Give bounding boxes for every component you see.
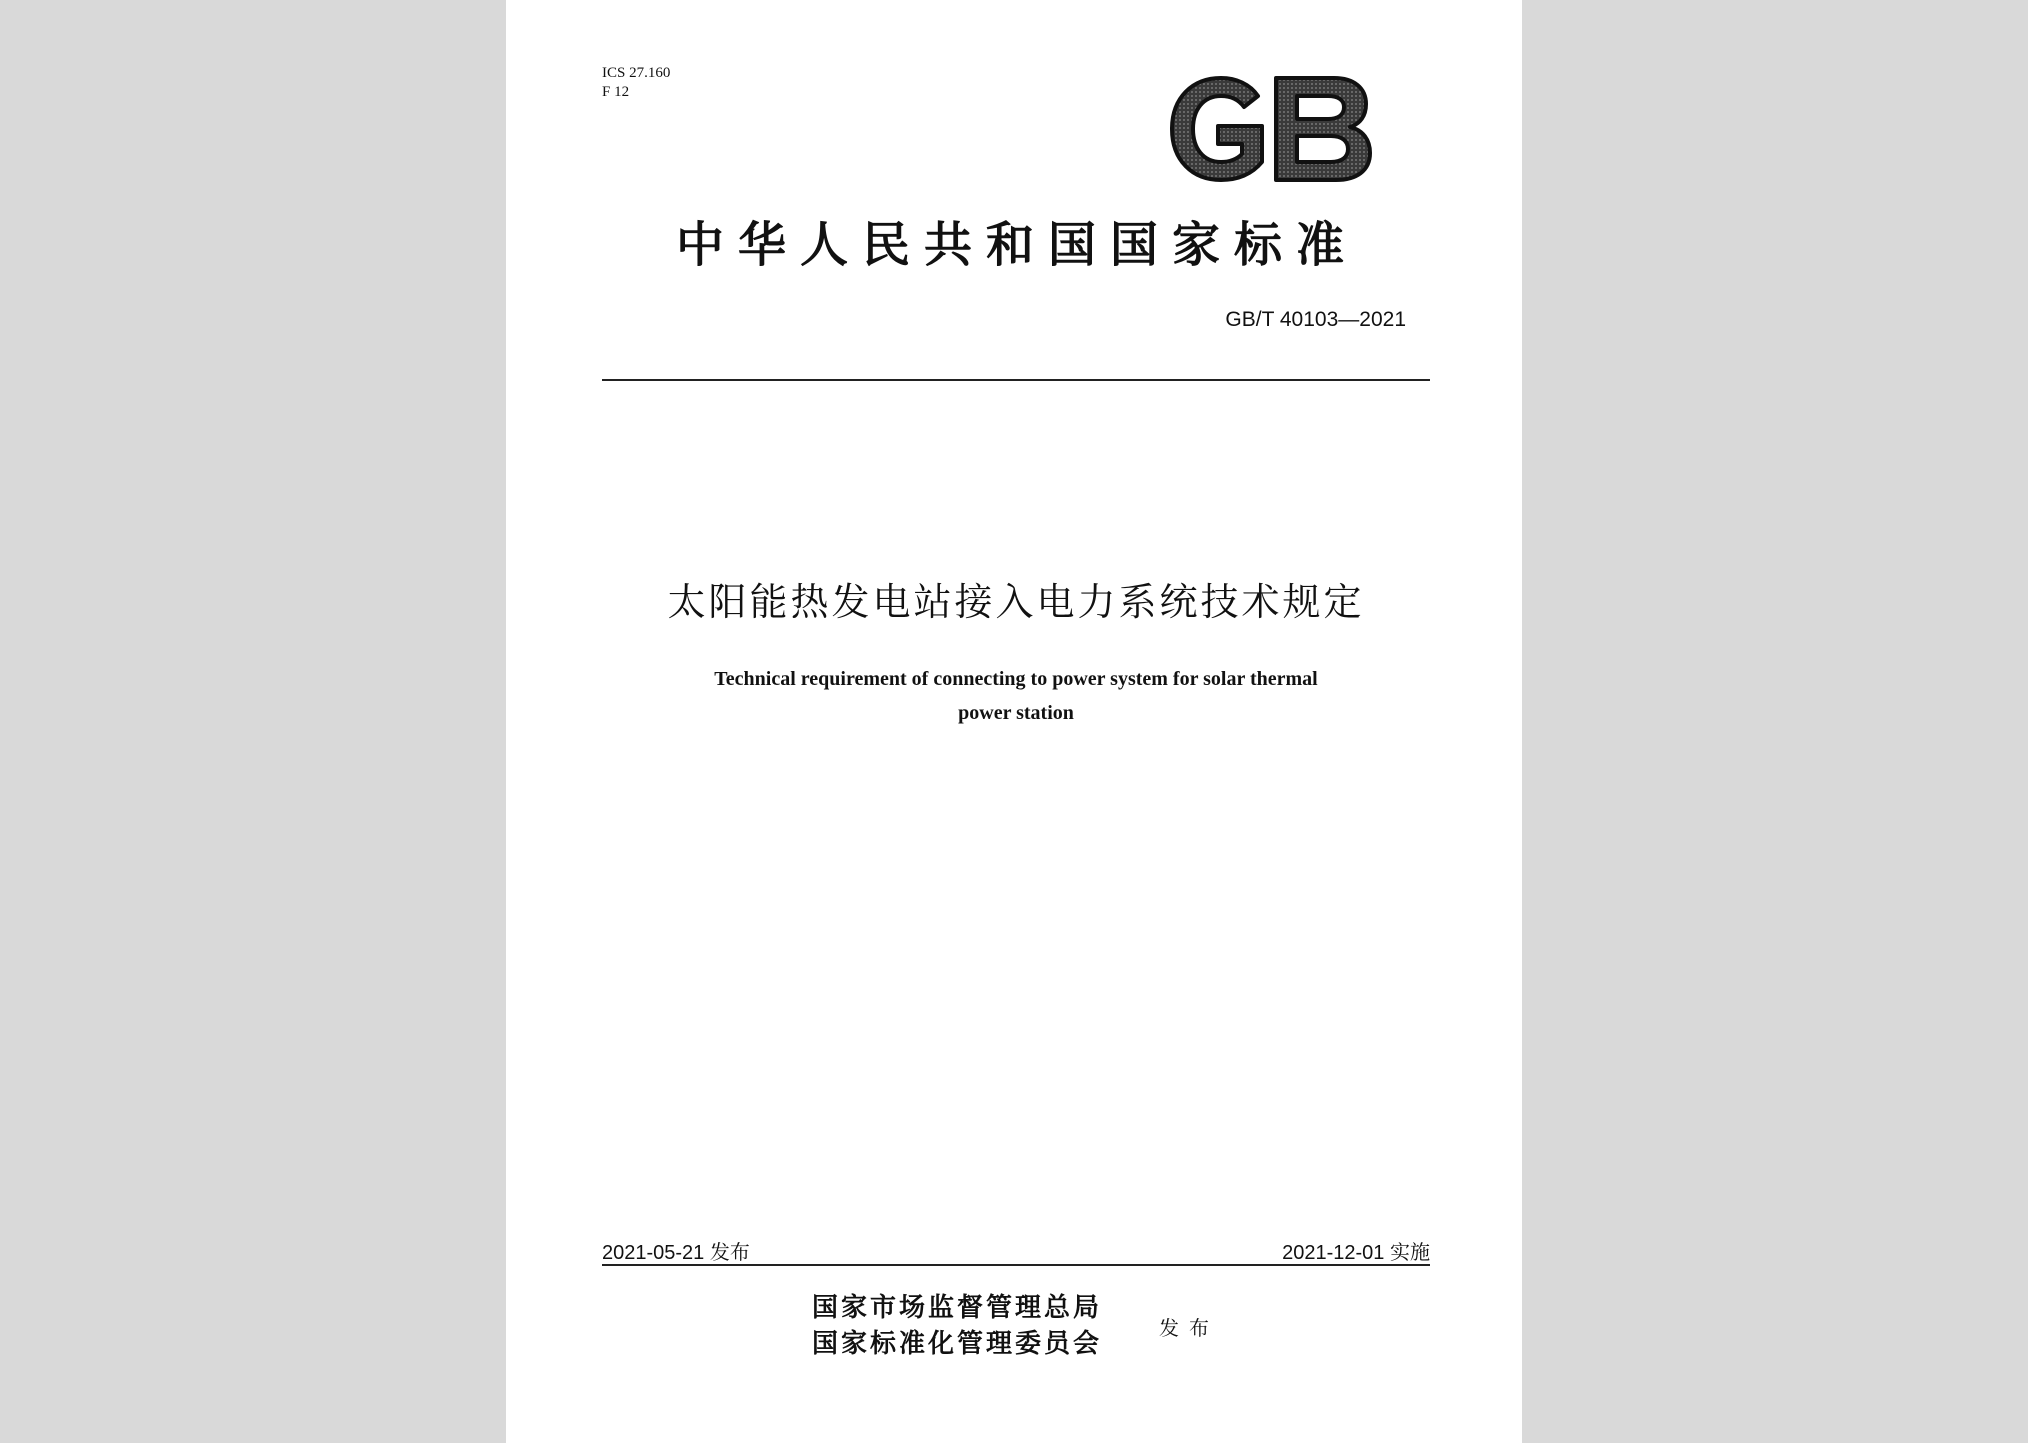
standard-number: GB/T 40103—2021 — [1225, 308, 1406, 331]
issuing-authorities — [812, 1290, 1102, 1362]
ics-code: ICS 27.160 — [602, 65, 671, 81]
footer-divider — [602, 1264, 1430, 1266]
gb-logo — [1166, 74, 1372, 184]
header-divider — [602, 379, 1430, 381]
issue-date: 2021-05-21 发布 — [602, 1242, 750, 1264]
document-title-cn: 太阳能热发电站接入电力系统技术规定 — [667, 580, 1365, 624]
issuer-samr: 国家市场监督管理总局 — [812, 1293, 1103, 1323]
national-standard-heading: 中华人民共和国国家标准 — [675, 217, 1358, 273]
implementation-date: 2021-12-01 实施 — [1282, 1242, 1430, 1264]
classification-codes — [602, 64, 670, 102]
issue-label: 发布 — [1159, 1316, 1219, 1340]
title-en-line2: power station — [958, 702, 1074, 724]
ccs-code: F 12 — [602, 84, 630, 100]
issuer-sac: 国家标准化管理委员会 — [812, 1329, 1103, 1359]
document-title-en — [602, 662, 1430, 730]
document-page — [506, 0, 1522, 1443]
title-en-line1: Technical requirement of connecting to power system for solar thermal — [714, 668, 1318, 690]
